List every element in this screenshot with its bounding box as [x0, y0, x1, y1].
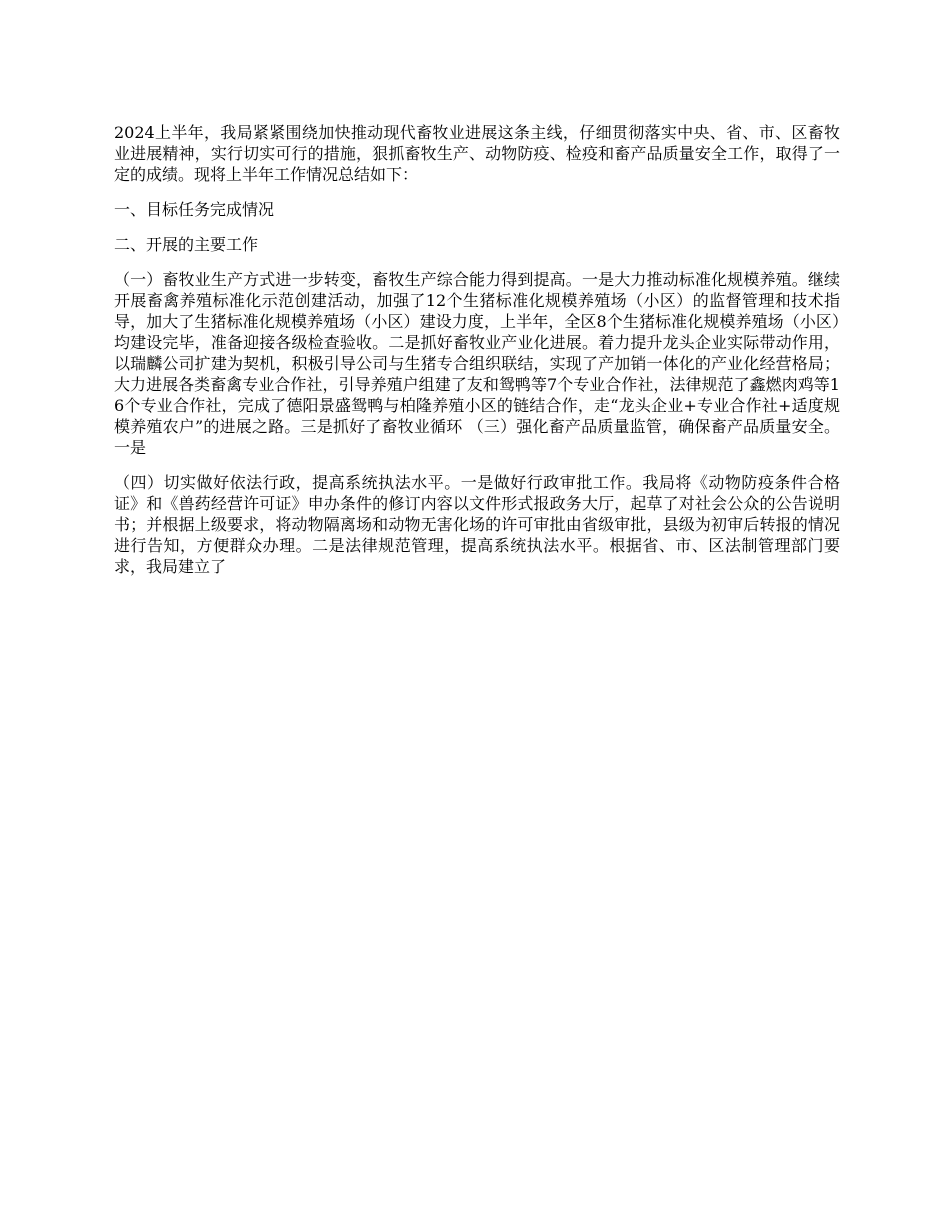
paragraph-law-enforcement: （四）切实做好依法行政，提高系统执法水平。一是做好行政审批工作。我局将《动物防疫条件合格证》和《兽药经营许可证》申办条件的修订内容以文件形式报政务大厅，起草了对社会公众的公告说明书；并根据上级要求，将动物隔离场和动物无害化场的许可审批由省级审批，县级为初审后转报的情况进行告知，方便群众办理。二是法律规范管理，提高系统执法水平。根据省、市、区法制管理部门要求，我局建立了	[114, 473, 840, 576]
document-body	[114, 122, 840, 591]
paragraph-production: （一）畜牧业生产方式进一步转变，畜牧生产综合能力得到提高。一是大力推动标准化规模养殖。继续开展畜禽养殖标准化示范创建活动，加强了12个生猪标准化规模养殖场（小区）的监督管理和技术指导，加大了生猪标准化规模养殖场（小区）建设力度，上半年，全区8个生猪标准化规模养殖场（小区）均建设完毕，准备迎接各级检查验收。二是抓好畜牧业产业化进展。着力提升龙头企业实际带动作用，以瑞麟公司扩建为契机，积极引导公司与生猪专合组织联结，实现了产加销一体化的产业化经营格局；大力进展各类畜禽专业合作社，引导养殖户组建了友和鸳鸭等7个专业合作社，法律规范了鑫燃肉鸡等16个专业合作社，完成了德阳景盛鸳鸭与柏隆养殖小区的链结合作，走“龙头企业+专业合作社+适度规模养殖农户”的进展之路。三是抓好了畜牧业循环 （三）强化畜产品质量监管，确保畜产品质量安全。一是	[114, 270, 840, 457]
intro-paragraph: 2024上半年，我局紧紧围绕加快推动现代畜牧业进展这条主线，仔细贯彻落实中央、省、市、区畜牧业进展精神，实行切实可行的措施，狠抓畜牧生产、动物防疫、检疫和畜产品质量安全工作，取得了一定的成绩。现将上半年工作情况总结如下：	[114, 123, 840, 184]
section-heading-main-work: 二、开展的主要工作	[114, 235, 259, 254]
section-heading-targets: 一、目标任务完成情况	[114, 200, 275, 219]
